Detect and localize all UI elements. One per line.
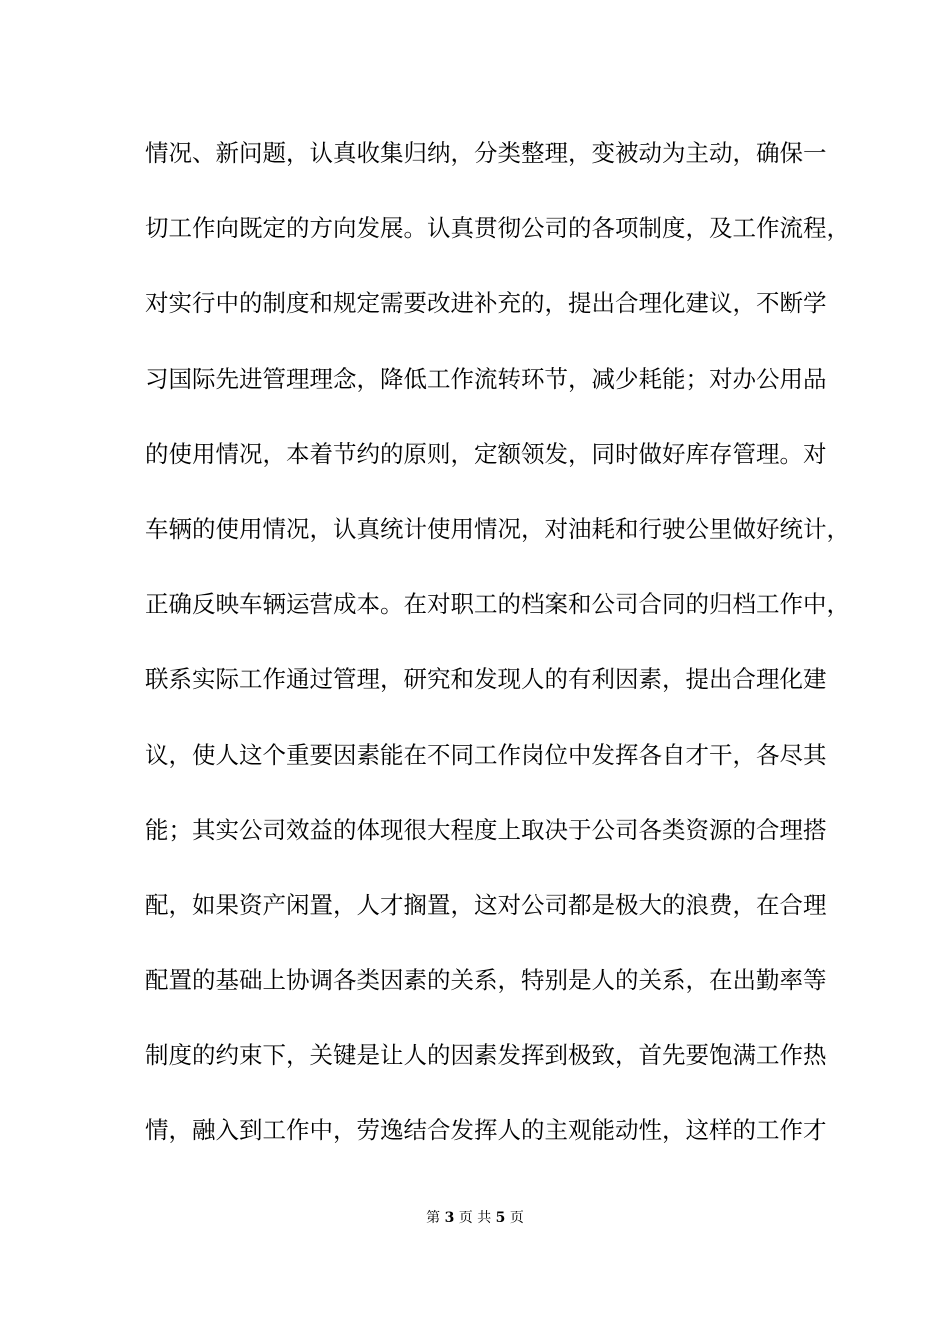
text-line: 议，使人这个重要因素能在不同工作岗位中发挥各自才干，各尽其 <box>145 740 827 769</box>
text-line: 配置的基础上协调各类因素的关系，特别是人的关系，在出勤率等 <box>145 966 827 995</box>
text-line: 情，融入到工作中，劳逸结合发挥人的主观能动性，这样的工作才 <box>145 1116 827 1145</box>
text-line: 制度的约束下，关键是让人的因素发挥到极致，首先要饱满工作热 <box>145 1041 827 1070</box>
body-text <box>145 128 850 1181</box>
text-line: 对实行中的制度和规定需要改进补充的，提出合理化建议，不断学 <box>145 289 827 318</box>
text-line: 的使用情况，本着节约的原则，定额领发，同时做好库存管理。对 <box>145 439 827 468</box>
total-pages-number: 5 <box>495 1210 506 1226</box>
text-line: 配，如果资产闲置，人才搁置，这对公司都是极大的浪费，在合理 <box>145 890 827 919</box>
page-label-mid: 页 共 <box>458 1210 492 1226</box>
text-line: 能；其实公司效益的体现很大程度上取决于公司各类资源的合理搭 <box>145 815 827 844</box>
text-line: 车辆的使用情况，认真统计使用情况，对油耗和行驶公里做好统计， <box>145 514 850 543</box>
text-line: 正确反映车辆运营成本。在对职工的档案和公司合同的归档工作中， <box>145 590 850 619</box>
page-footer <box>0 1208 950 1228</box>
text-line: 情况、新问题，认真收集归纳，分类整理，变被动为主动，确保一 <box>145 139 827 167</box>
text-line: 习国际先进管理理念，降低工作流转环节，减少耗能；对办公用品 <box>145 364 827 393</box>
page-label-suffix: 页 <box>509 1210 524 1226</box>
page-label-prefix: 第 <box>426 1210 441 1226</box>
current-page-number: 3 <box>444 1210 455 1226</box>
text-line: 联系实际工作通过管理，研究和发现人的有利因素，提出合理化建 <box>145 665 827 694</box>
text-line: 切工作向既定的方向发展。认真贯彻公司的各项制度，及工作流程， <box>145 214 850 243</box>
